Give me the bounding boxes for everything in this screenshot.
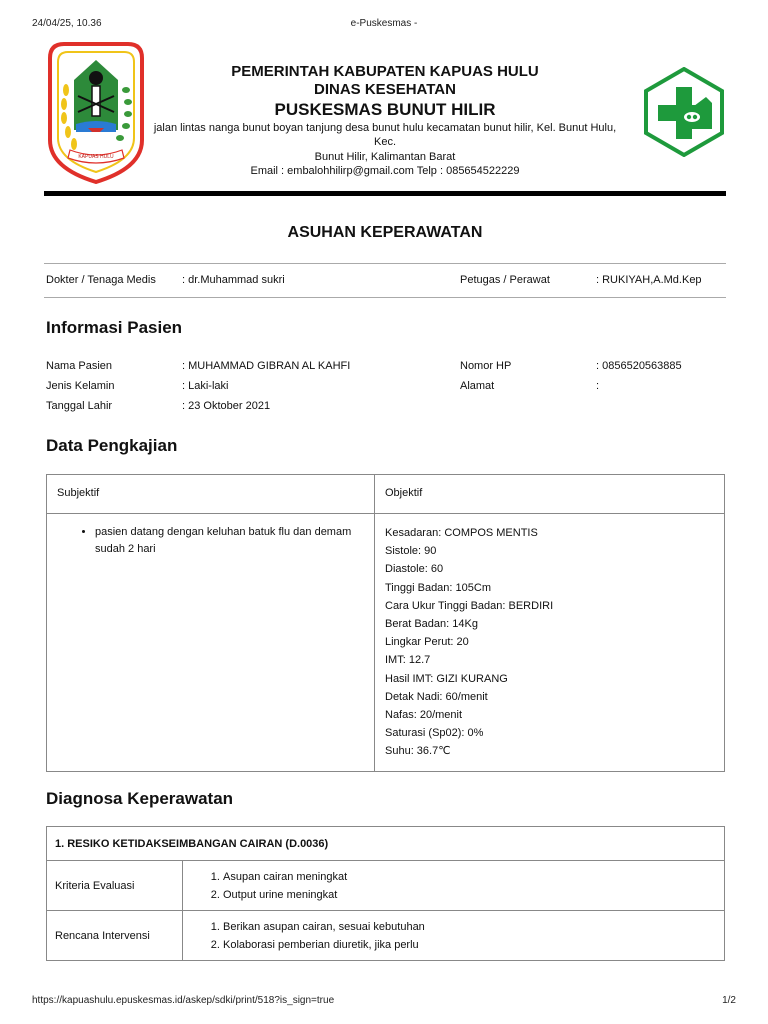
jenis-kelamin-label: Jenis Kelamin bbox=[46, 380, 115, 392]
diagnosa-table bbox=[46, 826, 725, 961]
objektif-item: Nafas: 20/menit bbox=[385, 709, 463, 722]
diagnosa-title-row bbox=[47, 827, 725, 861]
objektif-item: Hasil IMT: GIZI KURANG bbox=[385, 672, 508, 685]
print-page-number: 1/2 bbox=[722, 995, 736, 1006]
objektif-item: Lingkar Perut: 20 bbox=[385, 636, 469, 649]
rencana-item: 2. Kolaborasi pemberian diuretik, jika perlu bbox=[223, 936, 724, 954]
kriteria-evaluasi-list bbox=[183, 868, 724, 904]
puskesmas-logo bbox=[642, 67, 726, 157]
dokter-value: : dr.Muhammad sukri bbox=[182, 274, 285, 286]
data-pengkajian-heading: Data Pengkajian bbox=[46, 436, 178, 455]
document-title: ASUHAN KEPERAWATAN bbox=[287, 224, 483, 241]
objektif-list bbox=[375, 514, 724, 771]
contact-info: Email : embalohhilirp@gmail.com Telp : 085654522229 bbox=[250, 165, 520, 177]
print-date: 24/04/25, 10.36 bbox=[32, 18, 102, 29]
diagnosa-keperawatan-heading: Diagnosa Keperawatan bbox=[46, 789, 234, 808]
pengkajian-body-row bbox=[47, 514, 725, 772]
objektif-item: Sistole: 90 bbox=[385, 545, 437, 558]
objektif-item: Suhu: 36.7℃ bbox=[385, 745, 451, 758]
diagnosa-title: 1. RESIKO KETIDAKSEIMBANGAN CAIRAN (D.0036) bbox=[47, 827, 725, 861]
jenis-kelamin-value: : Laki-laki bbox=[182, 380, 229, 392]
objektif-header: Objektif bbox=[385, 487, 423, 499]
objektif-item: Berat Badan: 14Kg bbox=[385, 618, 478, 631]
subjektif-header: Subjektif bbox=[57, 487, 100, 499]
divider bbox=[44, 297, 726, 298]
emblem-ribbon-text: KAPUAS HULU bbox=[78, 154, 114, 160]
department-name: DINAS KESEHATAN bbox=[314, 81, 456, 98]
objektif-item: IMT: 12.7 bbox=[385, 654, 431, 667]
kapuas-hulu-emblem-logo bbox=[44, 40, 148, 184]
tanggal-lahir-value: : 23 Oktober 2021 bbox=[182, 400, 271, 412]
objektif-item: Kesadaran: COMPOS MENTIS bbox=[385, 527, 538, 539]
government-name: PEMERINTAH KABUPATEN KAPUAS HULU bbox=[231, 63, 539, 80]
nama-pasien-label: Nama Pasien bbox=[46, 360, 113, 372]
objektif-item: Diastole: 60 bbox=[385, 563, 444, 576]
browser-print-footer bbox=[32, 995, 736, 1009]
divider bbox=[44, 263, 726, 264]
letterhead bbox=[44, 40, 726, 192]
alamat-value: : bbox=[596, 380, 600, 392]
nomor-hp-label: Nomor HP bbox=[460, 360, 512, 372]
alamat-label: Alamat bbox=[460, 380, 495, 392]
objektif-item: Cara Ukur Tinggi Badan: BERDIRI bbox=[385, 599, 554, 612]
dokter-label: Dokter / Tenaga Medis bbox=[46, 274, 156, 286]
puskesmas-name: PUSKESMAS BUNUT HILIR bbox=[274, 100, 496, 119]
print-title: e-Puskesmas - bbox=[350, 18, 418, 29]
informasi-pasien-heading: Informasi Pasien bbox=[46, 318, 183, 337]
address-line-2: Bunut Hilir, Kalimantan Barat bbox=[314, 151, 456, 163]
objektif-item: Tinggi Badan: 105Cm bbox=[385, 581, 491, 594]
browser-print-header bbox=[32, 18, 736, 32]
kriteria-evaluasi-row bbox=[47, 861, 725, 911]
objektif-item: Saturasi (Sp02): 0% bbox=[385, 727, 484, 740]
kriteria-item: 2. Output urine meningkat bbox=[223, 886, 724, 904]
rencana-intervensi-list bbox=[183, 918, 724, 954]
tanggal-lahir-label: Tanggal Lahir bbox=[46, 400, 113, 412]
rencana-item: 1. Berikan asupan cairan, sesuai kebutuhan bbox=[223, 918, 724, 936]
kriteria-item: 1. Asupan cairan meningkat bbox=[223, 868, 724, 886]
pengkajian-header-row bbox=[47, 475, 725, 514]
petugas-value: : RUKIYAH,A.Md.Kep bbox=[596, 274, 702, 286]
subjektif-list bbox=[47, 524, 374, 558]
petugas-label: Petugas / Perawat bbox=[460, 274, 550, 286]
letterhead-text bbox=[144, 63, 626, 178]
objektif-item: Detak Nadi: 60/menit bbox=[385, 690, 488, 703]
subjektif-item: • pasien datang dengan keluhan batuk flu dan demam sudah 2 hari bbox=[95, 524, 374, 558]
pengkajian-table bbox=[46, 474, 725, 772]
address-line-1: jalan lintas nanga bunut boyan tanjung desa bunut hulu kecamatan bunut hilir, Kel. Bunut Hulu, Kec. bbox=[153, 122, 617, 148]
rencana-intervensi-label: Rencana Intervensi bbox=[47, 911, 183, 961]
nomor-hp-value: : 0856520563885 bbox=[596, 360, 682, 372]
kriteria-evaluasi-label: Kriteria Evaluasi bbox=[47, 861, 183, 911]
letterhead-rule bbox=[44, 191, 726, 196]
nama-pasien-value: : MUHAMMAD GIBRAN AL KAHFI bbox=[182, 360, 351, 372]
rencana-intervensi-row bbox=[47, 911, 725, 961]
print-url: https://kapuashulu.epuskesmas.id/askep/sdki/print/518?is_sign=true bbox=[32, 995, 335, 1006]
